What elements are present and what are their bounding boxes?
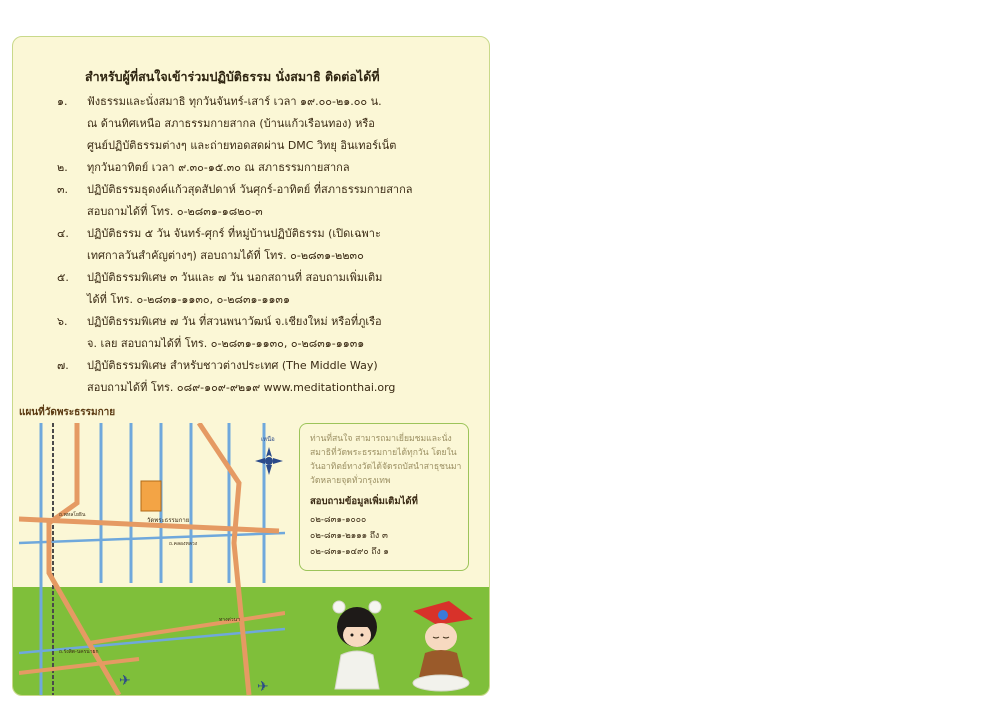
item-number: ๑. [57, 95, 68, 108]
road-line [199, 423, 249, 695]
north-label: เหนือ [261, 436, 275, 443]
girl-character [333, 601, 381, 689]
info-heading: สอบถามข้อมูลเพิ่มเติมได้ที่ [310, 496, 418, 507]
road-label: ถ.รังสิต-นครนายก [59, 649, 99, 655]
road-label: ถ.คลองหลวง [169, 541, 198, 547]
item-number: ๓. [57, 183, 69, 196]
item-line: ปฏิบัติธรรมธุดงค์แก้วสุดสัปดาห์ วันศุกร์-อาทิตย์ ที่สภาธรรมกายสากล [87, 183, 413, 196]
map-title: แผนที่วัดพระธรรมกาย [19, 407, 116, 418]
road-line [19, 659, 139, 673]
airport-icon: ✈ [119, 673, 131, 689]
phone-number: ๐๒-๘๓๑-๑๔๙๐ ถึง ๑ [310, 547, 389, 557]
canal-line [19, 533, 285, 543]
item-line: ได้ที่ โทร. ๐-๒๘๓๑-๑๑๓๐, ๐-๒๘๓๑-๑๑๓๑ [87, 293, 290, 306]
meditating-characters-illustration [329, 597, 479, 693]
north-compass-icon [255, 435, 283, 475]
item-line: ฟังธรรมและนั่งสมาธิ ทุกวันจันทร์-เสาร์ เวลา ๑๙.๐๐-๒๑.๐๐ น. [87, 95, 382, 108]
boy-character [413, 601, 473, 691]
road-label: ถ.พหลโยธิน [59, 512, 86, 518]
temple-block [141, 481, 161, 511]
item-number: ๔. [57, 227, 69, 240]
item-line: เทศกาลวันสำคัญต่างๆ) สอบถามได้ที่ โทร. ๐-๒๘๓๑-๒๒๓๐ [87, 249, 364, 262]
item-line: ณ ด้านทิศเหนือ สภาธรรมกายสากล (บ้านแก้วเรือนทอง) หรือ [87, 117, 375, 130]
info-box [299, 423, 469, 571]
item-number: ๒. [57, 161, 68, 174]
temple-label: วัดพระธรรมกาย [147, 517, 190, 524]
phone-number: ๐๒-๘๓๑-๑๐๐๐ [310, 515, 367, 525]
flyer-heading: สำหรับผู้ที่สนใจเข้าร่วมปฏิบัติธรรม นั่งสมาธิ ติดต่อได้ที่ [85, 69, 380, 84]
flyer-card [12, 36, 490, 696]
item-line: ปฏิบัติธรรม ๕ วัน จันทร์-ศุกร์ ที่หมู่บ้านปฏิบัติธรรม (เปิดเฉพาะ [87, 227, 381, 240]
item-line: จ. เลย สอบถามได้ที่ โทร. ๐-๒๘๓๑-๑๑๓๐, ๐-๒๘๓๑-๑๑๓๑ [87, 337, 365, 350]
airport-icon: ✈ [257, 679, 269, 695]
item-number: ๖. [57, 315, 68, 328]
item-line: ปฏิบัติธรรมพิเศษ ๓ วันและ ๗ วัน นอกสถานที่ สอบถามเพิ่มเติม [87, 271, 383, 284]
phone-number: ๐๒-๘๓๑-๒๑๑๑ ถึง ๓ [310, 531, 388, 541]
item-line: ทุกวันอาทิตย์ เวลา ๙.๓๐-๑๕.๓๐ ณ สภาธรรมกายสากล [87, 161, 350, 174]
item-line: ศูนย์ปฏิบัติธรรมต่างๆ และถ่ายทอดสดผ่าน DMC วิทยุ อินเทอร์เน็ต [87, 139, 397, 152]
location-map [19, 423, 285, 695]
item-line: ปฏิบัติธรรมพิเศษ ๗ วัน ที่สวนพนาวัฒน์ จ.เชียงใหม่ หรือที่ภูเรือ [87, 315, 382, 328]
item-number: ๕. [57, 271, 69, 284]
info-paragraph: ท่านที่สนใจ สามารถมาเยี่ยมชมและนั่งสมาธิที่วัดพระธรรมกายได้ทุกวัน โดยในวันอาทิตย์ทางวัดได้จัดรถบัสนำสาธุชนมาวัดหลายจุดทั่วกรุงเทพ [310, 434, 462, 486]
item-line: สอบถามได้ที่ โทร. ๐-๒๘๓๑-๑๘๒๐-๓ [87, 205, 263, 218]
item-number: ๗. [57, 359, 69, 372]
item-line: ปฏิบัติธรรมพิเศษ สำหรับชาวต่างประเทศ (The Middle Way) [87, 359, 378, 372]
item-line: สอบถามได้ที่ โทร. ๐๘๙-๑๐๙-๙๒๑๙ www.meditationthai.org [87, 381, 396, 394]
road-label: ทางด่วนฯ [219, 617, 240, 623]
